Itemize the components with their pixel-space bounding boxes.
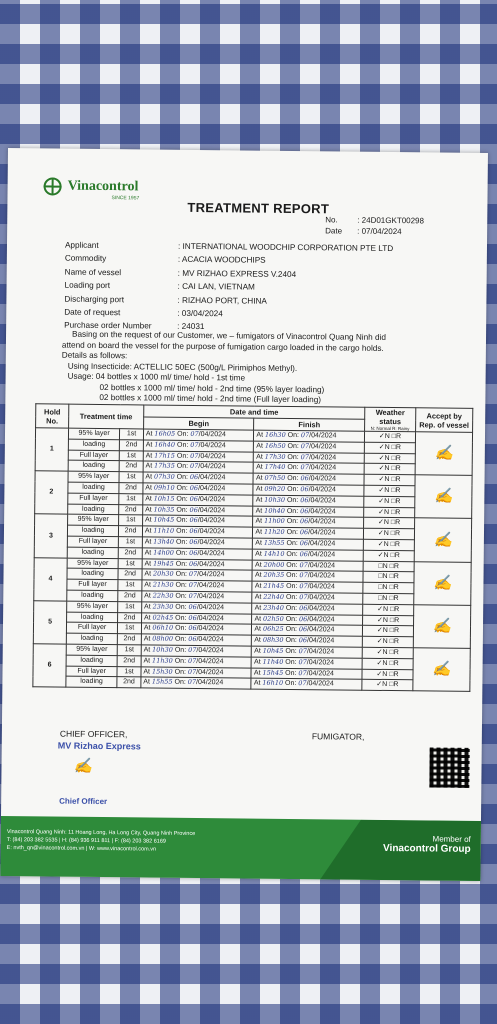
- treatment-round: 1st: [119, 493, 143, 504]
- begin-day: 06: [189, 494, 199, 503]
- footer-group: [383, 834, 471, 855]
- finish-cell: At 11h40 On: 07/04/2024: [251, 657, 362, 669]
- treatment-round: 1st: [120, 429, 144, 440]
- begin-day: 07: [188, 581, 198, 590]
- treatment-round: 2nd: [119, 504, 143, 515]
- begin-cell: At 22h30 On: 07/04/2024: [142, 591, 253, 603]
- finish-day: 06: [298, 636, 308, 645]
- fumigator-label: FUMIGATOR,: [311, 731, 365, 742]
- shipment-info: [64, 239, 393, 336]
- weather-status: ✓N □R: [364, 518, 415, 529]
- layer-label: loading: [67, 590, 118, 601]
- finish-time: 20h00: [263, 560, 285, 569]
- begin-day: 06: [189, 527, 198, 536]
- treatment-report-document: [0, 148, 488, 881]
- layer-label: 95% layer: [67, 601, 118, 612]
- begin-day: 07: [189, 462, 199, 471]
- begin-time: 16h05: [154, 429, 176, 438]
- begin-cell: At 11h10 On: 06/04/2024: [142, 526, 253, 538]
- finish-day: 07: [299, 560, 308, 569]
- begin-time: 14h00: [153, 548, 174, 557]
- begin-time: 16h40: [154, 440, 176, 449]
- finish-day: 07: [299, 593, 308, 602]
- finish-time: 10h45: [262, 646, 284, 655]
- begin-time: 07h30: [153, 472, 175, 481]
- weather-status: ✓N □R: [362, 669, 413, 680]
- finish-cell: At 02h50 On: 06/04/2024: [252, 614, 363, 626]
- vinacontrol-logo: [41, 176, 140, 202]
- finish-day: 07: [300, 431, 310, 440]
- begin-day: 06: [189, 516, 198, 525]
- finish-time: 15h45: [262, 668, 284, 677]
- begin-time: 21h30: [152, 580, 174, 589]
- treatment-round: 1st: [119, 515, 143, 526]
- begin-day: 07: [187, 667, 197, 676]
- vessel-rep-signature: ✍: [413, 648, 470, 692]
- report-number-label: No.: [325, 215, 338, 225]
- layer-label: Full layer: [66, 666, 117, 677]
- finish-day: 06: [300, 474, 309, 483]
- treatment-round: 2nd: [118, 634, 142, 645]
- finish-cell: At 16h50 On: 07/04/2024: [254, 441, 365, 453]
- info-label: Applicant: [64, 240, 99, 250]
- usage-line: Usage: 04 bottles x 1000 ml/ time/ hold - 1st time: [67, 371, 246, 383]
- treatment-round: 1st: [118, 580, 142, 591]
- layer-label: loading: [68, 461, 119, 472]
- layer-label: 95% layer: [68, 428, 119, 439]
- finish-time: 06h25: [262, 625, 284, 634]
- begin-day: 06: [189, 537, 198, 546]
- weather-status: □N □R: [363, 572, 414, 583]
- finish-time: 23h40: [263, 603, 284, 612]
- finish-day: 07: [300, 441, 310, 450]
- begin-time: 02h45: [152, 613, 174, 622]
- finish-day: 07: [299, 582, 308, 591]
- finish-time: 20h35: [263, 571, 285, 580]
- begin-cell: At 11h30 On: 07/04/2024: [141, 656, 252, 668]
- finish-day: 06: [299, 528, 309, 537]
- finish-cell: At 17h40 On: 07/04/2024: [254, 462, 365, 474]
- weather-status: ✓N □R: [363, 550, 414, 561]
- info-label: Date of request: [64, 307, 121, 318]
- info-value: : CAI LAN, VIETNAM: [177, 282, 255, 292]
- finish-cell: At 22h40 On: 07/04/2024: [252, 592, 363, 604]
- weather-header: Weather status: [375, 407, 405, 427]
- finish-time: 21h45: [263, 581, 285, 591]
- chief-officer-label: CHIEF OFFICER,: [59, 728, 128, 740]
- begin-cell: At 23h30 On: 06/04/2024: [142, 602, 253, 614]
- finish-day: 07: [298, 679, 307, 688]
- hold-number: 4: [34, 557, 67, 601]
- layer-label: 95% layer: [68, 515, 119, 526]
- layer-label: loading: [68, 439, 119, 450]
- para-line: Details as follows:: [61, 350, 128, 361]
- begin-cell: At 21h30 On: 07/04/2024: [142, 580, 253, 592]
- report-date-label: Date: [325, 226, 343, 236]
- finish-cell: At 08h30 On: 06/04/2024: [252, 635, 363, 647]
- vessel-rep-signature: ✍: [413, 605, 470, 649]
- begin-time: 19h45: [153, 559, 174, 568]
- group-name: Vinacontrol Group: [383, 842, 471, 855]
- finish-time: 02h50: [263, 614, 284, 623]
- weather-status: ✓N □R: [362, 658, 413, 669]
- finish-cell: At 11h20 On: 06/04/2024: [253, 527, 364, 539]
- begin-time: 11h10: [153, 526, 175, 535]
- begin-cell: At 16h05 On: 07/04/2024: [143, 429, 254, 441]
- info-label: Discharging port: [64, 294, 125, 304]
- hold-number: 1: [35, 428, 68, 472]
- vessel-rep-signature: ✍: [415, 475, 472, 519]
- begin-time: 20h30: [152, 569, 174, 579]
- finish-time: 10h30: [264, 495, 286, 504]
- begin-time: 15h30: [151, 667, 173, 676]
- treatment-round: 2nd: [117, 655, 141, 666]
- finish-cell: At 20h00 On: 07/04/2024: [253, 560, 364, 572]
- col-finish: Finish: [254, 418, 365, 431]
- begin-cell: At 17h15 On: 07/04/2024: [143, 451, 254, 463]
- begin-cell: At 15h30 On: 07/04/2024: [141, 666, 252, 678]
- begin-day: 07: [190, 440, 199, 449]
- para-line: attend on board the vessel for the purpose of fumigation cargo loaded in the cargo holds.: [61, 340, 384, 353]
- col-accept: Accept by Rep. of vessel: [416, 408, 473, 433]
- weather-status: ✓N □R: [362, 636, 413, 647]
- hold-number: 6: [33, 644, 66, 688]
- weather-status: ✓N □R: [364, 474, 415, 485]
- col-weather: [365, 407, 416, 432]
- finish-time: 07h50: [264, 473, 286, 483]
- finish-day: 07: [298, 647, 307, 656]
- finish-day: 06: [299, 517, 309, 526]
- begin-time: 09h10: [153, 483, 175, 492]
- begin-cell: At 10h30 On: 07/04/2024: [141, 645, 252, 657]
- vessel-stamp: MV Rizhao Express: [57, 740, 141, 752]
- fumigation-table: [32, 403, 473, 692]
- treatment-round: 2nd: [118, 612, 142, 623]
- weather-status: ✓N □R: [364, 431, 415, 442]
- finish-cell: At 09h20 On: 06/04/2024: [253, 484, 364, 496]
- vessel-rep-signature: ✍: [415, 432, 472, 476]
- begin-cell: At 07h30 On: 06/04/2024: [143, 472, 254, 484]
- footer-phone: T: (84) 203 382 5535 | H: (84) 936 911 811 | F: (84) 203 382 6169: [6, 837, 166, 845]
- treatment-description: [61, 330, 462, 408]
- begin-time: 10h35: [153, 505, 175, 514]
- finish-cell: At 15h45 On: 07/04/2024: [251, 668, 362, 680]
- finish-day: 07: [298, 668, 307, 677]
- begin-day: 07: [188, 591, 198, 600]
- begin-day: 07: [187, 678, 197, 687]
- layer-label: 95% layer: [67, 558, 118, 569]
- footer: [0, 816, 481, 881]
- finish-cell: At 06h25 On: 06/04/2024: [252, 624, 363, 636]
- begin-day: 07: [190, 429, 199, 439]
- treatment-round: 2nd: [118, 591, 142, 602]
- layer-label: loading: [66, 676, 117, 687]
- weather-status: ✓N □R: [362, 626, 413, 637]
- usage-line: 02 bottles x 1000 ml/ time/ hold - 2nd time (Full layer loading): [99, 392, 322, 405]
- begin-day: 06: [188, 624, 197, 633]
- info-value: : MV RIZHAO EXPRESS V.2404: [177, 268, 297, 279]
- treatment-round: 1st: [117, 645, 141, 656]
- layer-label: loading: [67, 525, 118, 536]
- hold-number: 5: [33, 601, 66, 645]
- weather-status: ✓N □R: [362, 647, 413, 658]
- begin-cell: At 06h10 On: 06/04/2024: [141, 623, 252, 635]
- finish-time: 08h30: [262, 635, 284, 645]
- layer-label: loading: [67, 547, 118, 558]
- finish-cell: At 11h00 On: 06/04/2024: [253, 516, 364, 528]
- finish-day: 07: [300, 463, 309, 472]
- treatment-round: 2nd: [118, 569, 142, 580]
- finish-time: 11h20: [263, 527, 285, 537]
- para-line: Basing on the request of our Customer, we – fumigators of Vinacontrol Quang Ninh did: [72, 329, 386, 342]
- logo-emblem-icon: [41, 176, 63, 196]
- treatment-round: 1st: [118, 623, 142, 634]
- weather-status: ✓N □R: [363, 604, 414, 615]
- begin-cell: At 10h15 On: 06/04/2024: [143, 494, 254, 506]
- finish-day: 06: [300, 495, 309, 504]
- col-begin: Begin: [143, 417, 254, 430]
- weather-legend: N: Normal R: Rainy: [370, 425, 410, 432]
- finish-time: 17h40: [264, 463, 286, 472]
- finish-day: 06: [300, 506, 309, 515]
- weather-status: ✓N □R: [364, 453, 415, 464]
- treatment-round: 1st: [118, 558, 142, 569]
- chief-officer-signature: ✍: [73, 756, 93, 775]
- treatment-round: 2nd: [118, 547, 142, 558]
- layer-label: loading: [67, 569, 118, 580]
- finish-day: 06: [298, 614, 308, 623]
- begin-cell: At 17h35 On: 07/04/2024: [143, 461, 254, 473]
- begin-day: 06: [188, 635, 197, 644]
- hold-number: 3: [34, 514, 67, 558]
- info-label: Name of vessel: [64, 267, 122, 278]
- layer-label: loading: [66, 655, 117, 666]
- begin-cell: At 02h45 On: 06/04/2024: [141, 612, 252, 624]
- finish-time: 11h00: [264, 517, 285, 526]
- member-of: Member of: [432, 834, 471, 844]
- begin-day: 06: [189, 473, 199, 482]
- finish-cell: At 20h35 On: 07/04/2024: [252, 570, 363, 582]
- treatment-round: 2nd: [119, 526, 143, 537]
- finish-cell: At 16h30 On: 07/04/2024: [254, 430, 365, 442]
- begin-cell: At 16h40 On: 07/04/2024: [143, 440, 254, 452]
- begin-time: 15h55: [151, 677, 173, 687]
- begin-day: 07: [188, 645, 197, 654]
- begin-time: 17h15: [154, 451, 176, 460]
- finish-cell: At 13h55 On: 06/04/2024: [253, 538, 364, 550]
- layer-label: Full layer: [67, 536, 118, 547]
- begin-day: 06: [188, 602, 197, 611]
- weather-status: ✓N □R: [363, 615, 414, 626]
- layer-label: Full layer: [66, 622, 117, 633]
- finish-day: 06: [299, 603, 308, 612]
- info-value: : 24031: [177, 322, 205, 332]
- col-hold: Hold No.: [36, 404, 69, 428]
- hold-number: 2: [35, 471, 68, 515]
- report-number: : 24D01GKT00298: [357, 215, 425, 226]
- weather-status: ✓N □R: [364, 507, 415, 518]
- layer-label: loading: [67, 612, 118, 623]
- info-label: Loading port: [64, 280, 111, 291]
- finish-time: 16h50: [264, 441, 286, 450]
- usage-line: 02 bottles x 1000 ml/ time/ hold - 2nd time (95% layer loading): [99, 382, 325, 394]
- begin-cell: At 09h10 On: 06/04/2024: [143, 483, 254, 495]
- weather-status: ✓N □R: [364, 485, 415, 496]
- insecticide-line: Using Insecticide: ACTELLIC 50EC (500g/L Pirimiphos Methyl).: [67, 361, 298, 373]
- finish-day: 07: [299, 571, 308, 580]
- footer-web: E: nvth_qn@vinacontrol.com.vn | W: www.vinacontrol.com.vn: [6, 845, 157, 853]
- begin-day: 07: [187, 656, 197, 665]
- finish-time: 13h55: [263, 538, 285, 547]
- weather-status: □N □R: [363, 561, 414, 572]
- footer-address: Vinacontrol Quang Ninh: 11 Hoang Long, Ha Long City, Quang Ninh Province: [6, 829, 196, 837]
- begin-day: 06: [188, 559, 198, 568]
- begin-time: 10h30: [152, 645, 173, 654]
- col-date-time: Date and time: [144, 405, 365, 419]
- report-date: : 07/04/2024: [357, 226, 402, 237]
- begin-day: 06: [189, 548, 198, 557]
- weather-status: ✓N □R: [362, 680, 413, 691]
- treatment-round: 1st: [119, 450, 143, 461]
- treatment-round: 2nd: [119, 483, 143, 494]
- begin-cell: At 14h00 On: 06/04/2024: [142, 548, 253, 560]
- finish-day: 06: [298, 625, 308, 634]
- logo-since: SINCE 1957: [111, 195, 140, 202]
- footer-contact: [7, 828, 196, 854]
- begin-cell: At 20h30 On: 07/04/2024: [142, 569, 253, 581]
- weather-status: ✓N □R: [364, 496, 415, 507]
- treatment-round: 2nd: [119, 461, 143, 472]
- begin-time: 06h10: [152, 623, 174, 633]
- treatment-round: 2nd: [120, 439, 144, 450]
- info-label: Purchase order Number: [64, 321, 152, 331]
- begin-cell: At 08h00 On: 06/04/2024: [141, 634, 252, 646]
- info-value: : 03/04/2024: [177, 308, 223, 319]
- col-treatment: Treatment time: [69, 404, 144, 429]
- begin-day: 06: [188, 613, 197, 622]
- layer-label: 95% layer: [68, 471, 119, 482]
- finish-cell: At 10h30 On: 06/04/2024: [253, 495, 364, 507]
- weather-status: □N □R: [363, 582, 414, 593]
- finish-cell: At 10h45 On: 07/04/2024: [252, 646, 363, 658]
- begin-cell: At 10h35 On: 06/04/2024: [143, 505, 254, 517]
- begin-day: 06: [189, 505, 198, 514]
- weather-status: ✓N □R: [364, 442, 415, 453]
- weather-status: ✓N □R: [363, 539, 414, 550]
- layer-label: Full layer: [67, 579, 118, 590]
- finish-time: 22h40: [263, 592, 285, 601]
- finish-day: 07: [300, 452, 310, 461]
- finish-day: 06: [299, 539, 309, 548]
- info-value: : INTERNATIONAL WOODCHIP CORPORATION PTE LTD: [177, 241, 394, 254]
- finish-cell: At 21h45 On: 07/04/2024: [252, 581, 363, 593]
- treatment-round: 1st: [119, 472, 143, 483]
- finish-day: 06: [300, 485, 309, 494]
- info-value: : ACACIA WOODCHIPS: [177, 255, 266, 266]
- finish-cell: At 23h40 On: 06/04/2024: [252, 603, 363, 615]
- finish-cell: At 17h30 On: 07/04/2024: [254, 452, 365, 464]
- finish-cell: At 14h10 On: 06/04/2024: [253, 549, 364, 561]
- vessel-rep-signature: ✍: [414, 561, 471, 605]
- finish-time: 16h10: [262, 679, 284, 688]
- weather-status: □N □R: [363, 593, 414, 604]
- layer-label: loading: [68, 482, 119, 493]
- finish-day: 07: [298, 657, 307, 666]
- begin-time: 23h30: [152, 602, 174, 611]
- finish-time: 10h40: [264, 506, 285, 515]
- layer-label: Full layer: [68, 493, 119, 504]
- finish-time: 09h20: [264, 484, 286, 493]
- begin-day: 07: [188, 570, 198, 579]
- begin-day: 06: [189, 483, 199, 492]
- finish-cell: At 07h50 On: 06/04/2024: [253, 473, 364, 485]
- vessel-rep-signature: ✍: [414, 518, 471, 562]
- begin-time: 11h30: [152, 656, 173, 665]
- begin-cell: At 19h45 On: 06/04/2024: [142, 558, 253, 570]
- treatment-round: 1st: [119, 537, 143, 548]
- stamp-title: Chief Officer: [59, 796, 108, 807]
- info-value: : RIZHAO PORT, CHINA: [177, 295, 267, 306]
- finish-time: 11h40: [262, 657, 284, 666]
- weather-status: ✓N □R: [364, 464, 415, 475]
- document-title: TREATMENT REPORT: [187, 199, 330, 217]
- treatment-round: 1st: [117, 666, 141, 677]
- treatment-round: 2nd: [117, 677, 141, 688]
- logo-text: Vinacontrol: [67, 178, 139, 195]
- begin-day: 07: [190, 451, 199, 460]
- layer-label: 95% layer: [66, 644, 117, 655]
- finish-cell: At 16h10 On: 07/04/2024: [251, 678, 362, 690]
- finish-cell: At 10h40 On: 06/04/2024: [253, 506, 364, 518]
- finish-time: 16h30: [264, 430, 286, 439]
- begin-time: 10h15: [153, 494, 175, 503]
- finish-time: 17h30: [264, 452, 286, 461]
- begin-cell: At 10h45 On: 06/04/2024: [142, 515, 253, 527]
- layer-label: Full layer: [68, 450, 119, 461]
- info-label: Commodity: [64, 254, 107, 264]
- weather-status: ✓N □R: [363, 528, 414, 539]
- begin-cell: At 13h40 On: 06/04/2024: [142, 537, 253, 549]
- finish-day: 06: [299, 549, 308, 558]
- begin-time: 13h40: [153, 537, 175, 546]
- treatment-round: 1st: [118, 601, 142, 612]
- begin-time: 08h00: [152, 634, 174, 643]
- layer-label: loading: [66, 633, 117, 644]
- begin-time: 17h35: [154, 461, 175, 471]
- qr-code: [429, 747, 469, 787]
- layer-label: loading: [68, 504, 119, 515]
- begin-time: 22h30: [152, 591, 174, 600]
- begin-cell: At 15h55 On: 07/04/2024: [141, 677, 252, 689]
- finish-time: 14h10: [263, 549, 285, 558]
- begin-time: 10h45: [153, 515, 175, 525]
